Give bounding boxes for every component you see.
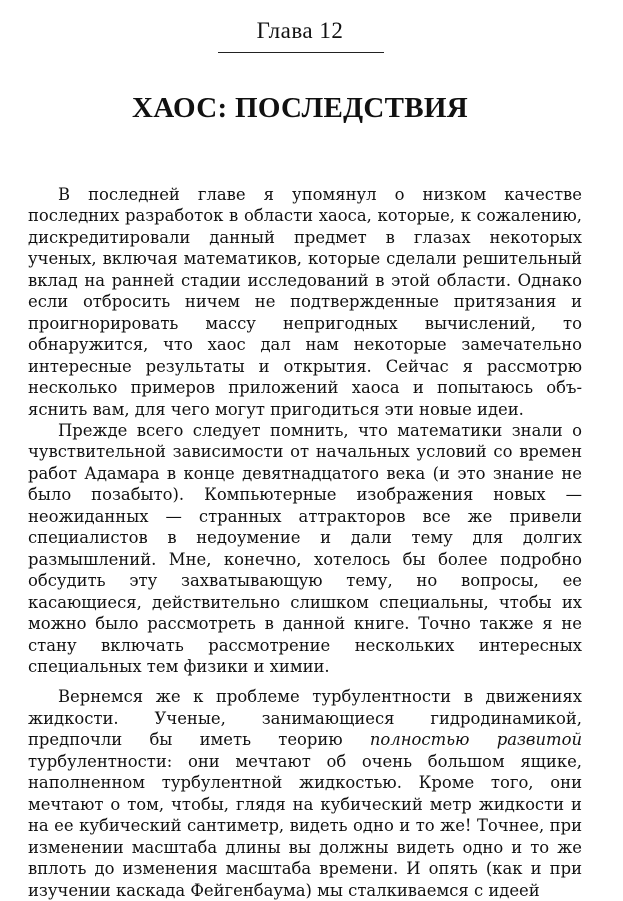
paragraph-gap	[28, 677, 582, 686]
body-text	[28, 184, 582, 901]
chapter-title: ХАОС: ПОСЛЕДСТВИЯ	[131, 92, 469, 124]
paragraph-3-end: турбулентности: они мечтают об очень большом ящике, наполненном турбулентной жидкостью. Кроме того, они мечтают о том, чтобы, глядя на кубический метр жидкости и на ее кубический сантиметр, видеть одно и то же! Точнее, при изменении масштаба длины вы должны видеть одно и то же вплоть до изменения масштаба времени. И опять (как и при изучении каскада Фейгенбаума) мы сталкиваемся с идеей	[28, 751, 582, 900]
chapter-label: Глава 12	[256, 18, 344, 43]
chapter-divider	[218, 52, 384, 53]
paragraph-1: В последней главе я упомянул о низком качестве последних разработок в области хаоса, которые, к сожалению, дискредитировали данный предмет в глазах некоторых ученых, включая математиков, которые сделали решительный вклад на ранней стадии исследований в этой области. Однако если отбросить ничем не подтвержденные притязания и проигнорировать массу непригодных вычислений, то обнаружится, что хаос дал нам некоторые замечательно интересные результаты и открытия. Сейчас я рассмотрю несколько примеров приложений хаоса и попытаюсь объяснить вам, для чего могут пригодиться эти новые идеи.	[28, 185, 582, 419]
emphasized-phrase: полностью развитой	[369, 730, 582, 750]
paragraph-3-start: Вернемся же к проблеме турбулентности в движениях жидкости. Ученые, занимающиеся гидродинамикой, предпочли бы иметь теорию	[28, 687, 582, 750]
paragraph-3	[28, 686, 582, 901]
paragraph-2: Прежде всего следует помнить, что математики знали о чувствительной зависимости от начальных условий со времен работ Адамара в конце девятнадцатого века (и это знание не было позабыто). Компьютерные изображения новых — неожиданных — странных аттракторов все же привели специалистов в недоумение и дали тему для долгих размышлений. Мне, конечно, хотелось бы более подробно обсудить эту захватывающую тему, но вопросы, ее касающиеся, действительно слишком специальны, чтобы их можно было рассмотреть в данной книге. Точно также я не стану включать рассмотрение нескольких интересных специальных тем физики и химии.	[28, 420, 582, 676]
